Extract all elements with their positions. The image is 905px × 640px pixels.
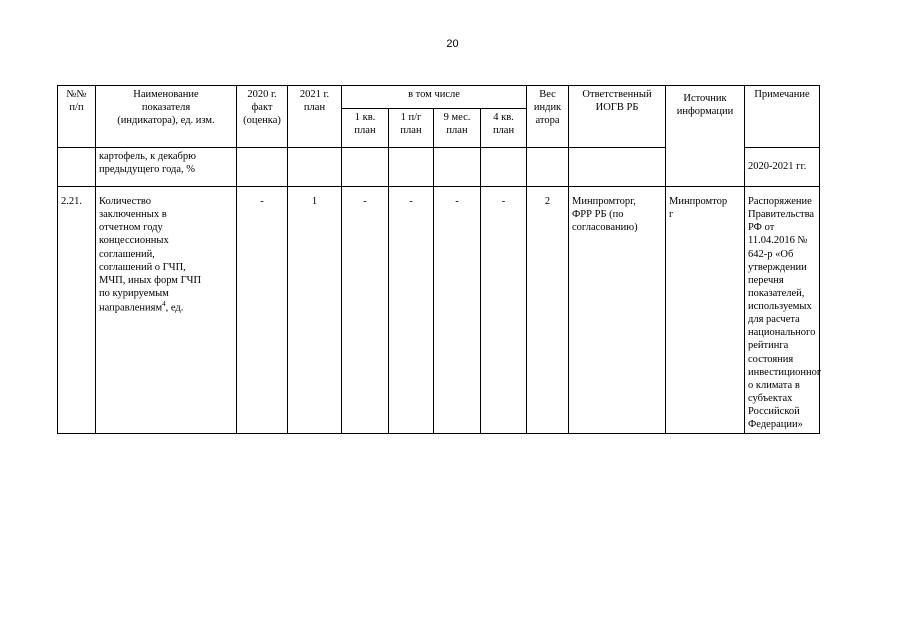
header-q1: 1 кв. план (342, 109, 389, 148)
page-number: 20 (446, 38, 459, 50)
row-h1: - (389, 187, 434, 434)
row-num: 2.21. (58, 187, 96, 434)
header-note: Примечание (745, 86, 820, 148)
table-row (58, 187, 820, 434)
row-plan-2021: 1 (288, 187, 342, 434)
row-9m: - (434, 187, 481, 434)
continuation-name: картофель, к декабрю предыдущего года, % (96, 148, 237, 187)
header-weight: Вес индик атора (527, 86, 569, 148)
header-plan-2021: 2021 г. план (288, 86, 342, 148)
row-source: Минпромтор г (666, 187, 745, 434)
header-name: Наименование показателя (индикатора), ед. изм. (96, 86, 237, 148)
row-q4: - (481, 187, 527, 434)
row-name: Количество заключенных в отчетном году концессионных соглашений, соглашений о ГЧП, МЧП, иных форм ГЧП по курируемым направлениям$^4$, ед. (96, 187, 237, 434)
header-h1: 1 п/г план (389, 109, 434, 148)
header-fact-2020: 2020 г. факт (оценка) (237, 86, 288, 148)
table-header-row-1 (58, 86, 820, 109)
footnote-marker: 4 (162, 300, 166, 308)
header-9m: 9 мес. план (434, 109, 481, 148)
row-q1: - (342, 187, 389, 434)
header-source: Источник информации (666, 86, 745, 187)
row-weight: 2 (527, 187, 569, 434)
header-including: в том числе (342, 86, 527, 109)
row-responsible: Минпромторг, ФРР РБ (по согласованию) (569, 187, 666, 434)
row-note: Распоряжение Правительства РФ от 11.04.2016 № 642-р «Об утверждении перечня показателей, используемых для расчета национального рейтинга состояния инвестиционног о климата в субъектах Российской Федерации» (745, 187, 820, 434)
indicator-table (57, 85, 820, 434)
header-responsible: Ответственный ИОГВ РБ (569, 86, 666, 148)
row-fact-2020: - (237, 187, 288, 434)
header-num: №№ п/п (58, 86, 96, 148)
continuation-note: 2020-2021 гг. (745, 148, 820, 187)
header-q4: 4 кв. план (481, 109, 527, 148)
